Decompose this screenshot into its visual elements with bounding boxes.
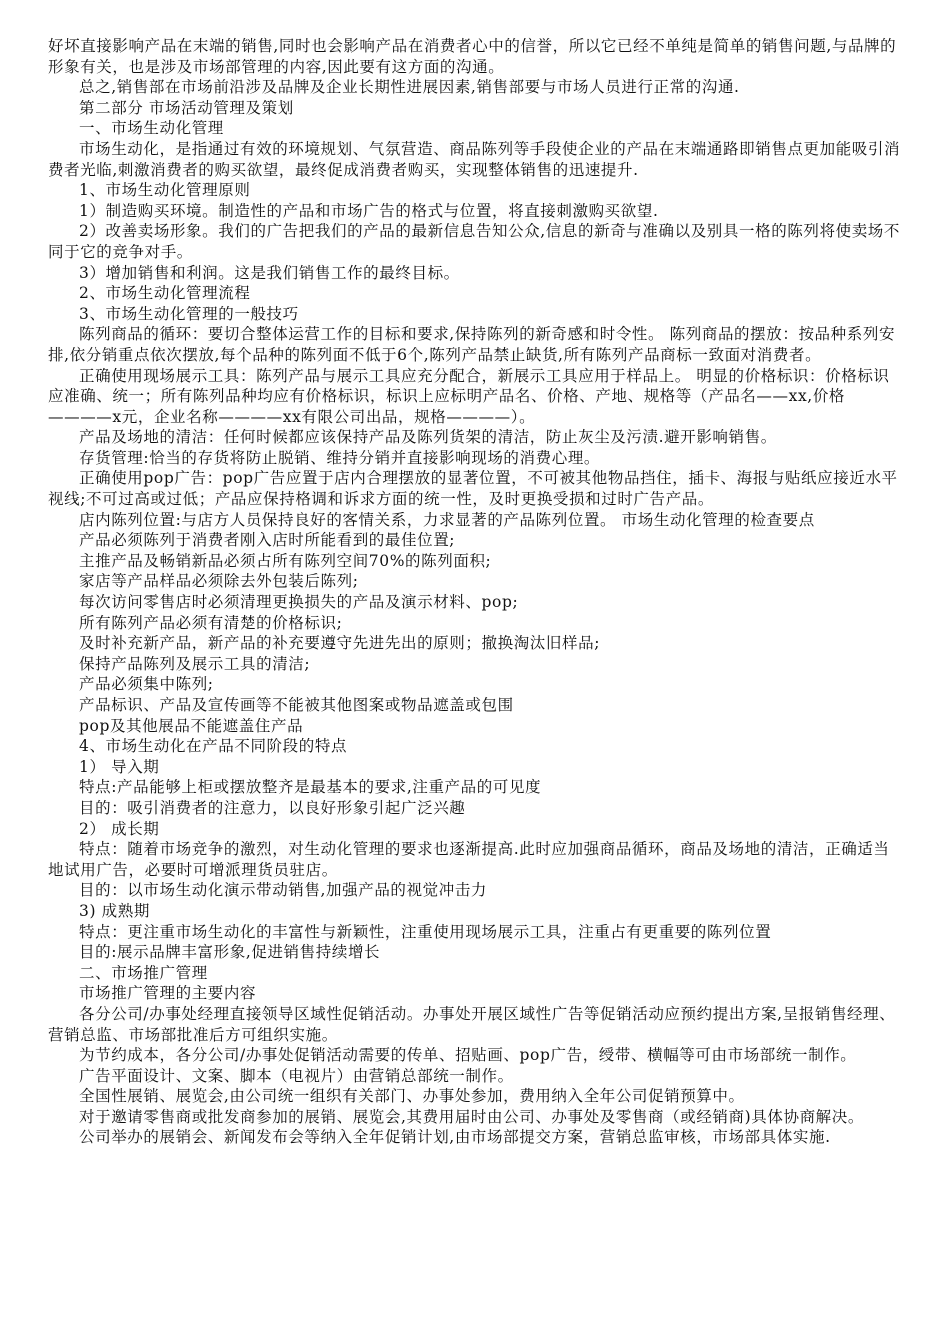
paragraph: 特点：随着市场竞争的激烈，对生动化管理的要求也逐渐提高.此时应加强商品循环，商品及场地的清洁，正确适当地试用广告，必要时可增派理货员驻店。 xyxy=(48,840,890,879)
paragraph: 产品必须陈列于消费者刚入店时所能看到的最佳位置; xyxy=(79,531,456,550)
paragraph: 产品及场地的清洁：任何时候都应该保持产品及陈列货架的清洁，防止灰尘及污渍.避开影响销售。 xyxy=(79,428,777,447)
paragraph: 为节约成本，各分公司/办事处促销活动需要的传单、招贴画、pop广告，绶带、横幅等可由市场部统一制作。 xyxy=(79,1046,857,1065)
paragraph: 产品必须集中陈列; xyxy=(79,675,214,694)
paragraph: 3) 成熟期 xyxy=(79,901,150,920)
paragraph: 1）制造购买环境。制造性的产品和市场广告的格式与位置，将直接刺激购买欲望. xyxy=(79,201,659,220)
paragraph: 1） 导入期 xyxy=(79,757,160,776)
paragraph: 店内陈列位置:与店方人员保持良好的客情关系，力求显著的产品陈列位置。 市场生动化管理的检查要点 xyxy=(79,510,815,529)
paragraph: 各分公司/办事处经理直接领导区域性促销活动。办事处开展区域性广告等促销活动应预约提出方案,呈报销售经理、营销总监、市场部批准后方可组织实施。 xyxy=(48,1004,896,1044)
paragraph: 4、市场生动化在产品不同阶段的特点 xyxy=(79,737,348,756)
paragraph: 2） 成长期 xyxy=(79,819,160,838)
paragraph: 正确使用pop广告：pop广告应置于店内合理摆放的显著位置，不可被其他物品挡住，插卡、海报与贴纸应接近水平视线;不可过高或过低；产品应保持格调和诉求方面的统一性，及时更换受损和过时广告产品。 xyxy=(48,469,898,509)
paragraph: 广告平面设计、文案、脚本（电视片）由营销总部统一制作。 xyxy=(79,1066,514,1085)
paragraph: 每次访问零售店时必须清理更换损失的产品及演示材料、pop; xyxy=(79,593,519,612)
paragraph: 市场生动化，是指通过有效的环境规划、气氛营造、商品陈列等手段使企业的产品在末端通路即销售点更加能吸引消费者光临,刺激消费者的购买欲望，最终促成消费者购买，实现整体销售的迅速提升. xyxy=(48,139,901,179)
paragraph: pop及其他展品不能遮盖住产品 xyxy=(79,716,304,735)
paragraph: 对于邀请零售商或批发商参加的展销、展览会,其费用届时由公司、办事处及零售商（或经销商)具体协商解决。 xyxy=(79,1107,864,1126)
paragraph: 好坏直接影响产品在末端的销售,同时也会影响产品在消费者心中的信誉，所以它已经不单纯是简单的销售问题,与品牌的形象有关，也是涉及市场部管理的内容,因此要有这方面的沟通。 xyxy=(48,37,897,76)
paragraph: 第二部分 市场活动管理及策划 xyxy=(79,98,294,117)
paragraph: 所有陈列产品必须有清楚的价格标识; xyxy=(79,613,343,632)
paragraph: 目的：以市场生动化演示带动销售,加强产品的视觉冲击力 xyxy=(79,881,488,900)
paragraph: 市场推广管理的主要内容 xyxy=(79,984,257,1003)
paragraph: 一、市场生动化管理 xyxy=(79,119,224,138)
paragraph: 2）改善卖场形象。我们的广告把我们的产品的最新信息告知公众,信息的新奇与准确以及别具一格的陈列将使卖场不同于它的竞争对手。 xyxy=(48,222,900,261)
paragraph: 1、市场生动化管理原则 xyxy=(79,181,251,200)
paragraph: 3、市场生动化管理的一般技巧 xyxy=(79,304,299,323)
paragraph: 3）增加销售和利润。这是我们销售工作的最终目标。 xyxy=(79,263,460,282)
paragraph: 主推产品及畅销新品必须占所有陈列空间70%的陈列面积; xyxy=(79,551,492,570)
paragraph: 保持产品陈列及展示工具的清洁; xyxy=(79,654,311,673)
paragraph: 目的：吸引消费者的注意力，以良好形象引起广泛兴趣 xyxy=(79,798,466,817)
paragraph: 2、市场生动化管理流程 xyxy=(79,284,251,303)
paragraph: 全国性展销、展览会,由公司统一组织有关部门、办事处参加，费用纳入全年公司促销预算中。 xyxy=(79,1087,745,1106)
paragraph: 二、市场推广管理 xyxy=(79,963,208,982)
paragraph: 目的:展示品牌丰富形象,促进销售持续增长 xyxy=(79,943,381,962)
paragraph: 正确使用现场展示工具：陈列产品与展示工具应充分配合，新展示工具应用于样品上。 明显的价格标识：价格标识应准确、统一；所有陈列品种均应有价格标识，标识上应标明产品名、价格、产地、规格等（产品名——xx,价格————x元，企业名称————xx有限公司出品，规格————）。 xyxy=(48,366,890,426)
paragraph: 家店等产品样品必须除去外包装后陈列; xyxy=(79,572,359,591)
paragraph: 特点:产品能够上柜或摆放整齐是最基本的要求,注重产品的可见度 xyxy=(79,778,542,797)
paragraph: 陈列商品的循环：要切合整体运营工作的目标和要求,保持陈列的新奇感和时令性。 陈列商品的摆放：按品种系列安排,依分销重点依次摆放,每个品种的陈列面不低于6个,陈列产品禁止缺货,所有陈列产品商标一致面对消费者。 xyxy=(48,325,896,364)
paragraph: 特点：更注重市场生动化的丰富性与新颖性，注重使用现场展示工具，注重占有更重要的陈列位置 xyxy=(79,922,772,941)
paragraph: 及时补充新产品，新产品的补充要遵守先进先出的原则；撤换淘汰旧样品; xyxy=(79,634,601,653)
paragraph: 产品标识、产品及宣传画等不能被其他图案或物品遮盖或包围 xyxy=(79,696,514,714)
paragraph: 公司举办的展销会、新闻发布会等纳入全年促销计划,由市场部提交方案，营销总监审核，市场部具体实施. xyxy=(79,1128,831,1147)
paragraph: 总之,销售部在市场前沿涉及品牌及企业长期性进展因素,销售部要与市场人员进行正常的沟通. xyxy=(79,78,740,97)
paragraph: 存货管理:恰当的存货将防止脱销、维持分销并直接影响现场的消费心理。 xyxy=(79,448,601,467)
